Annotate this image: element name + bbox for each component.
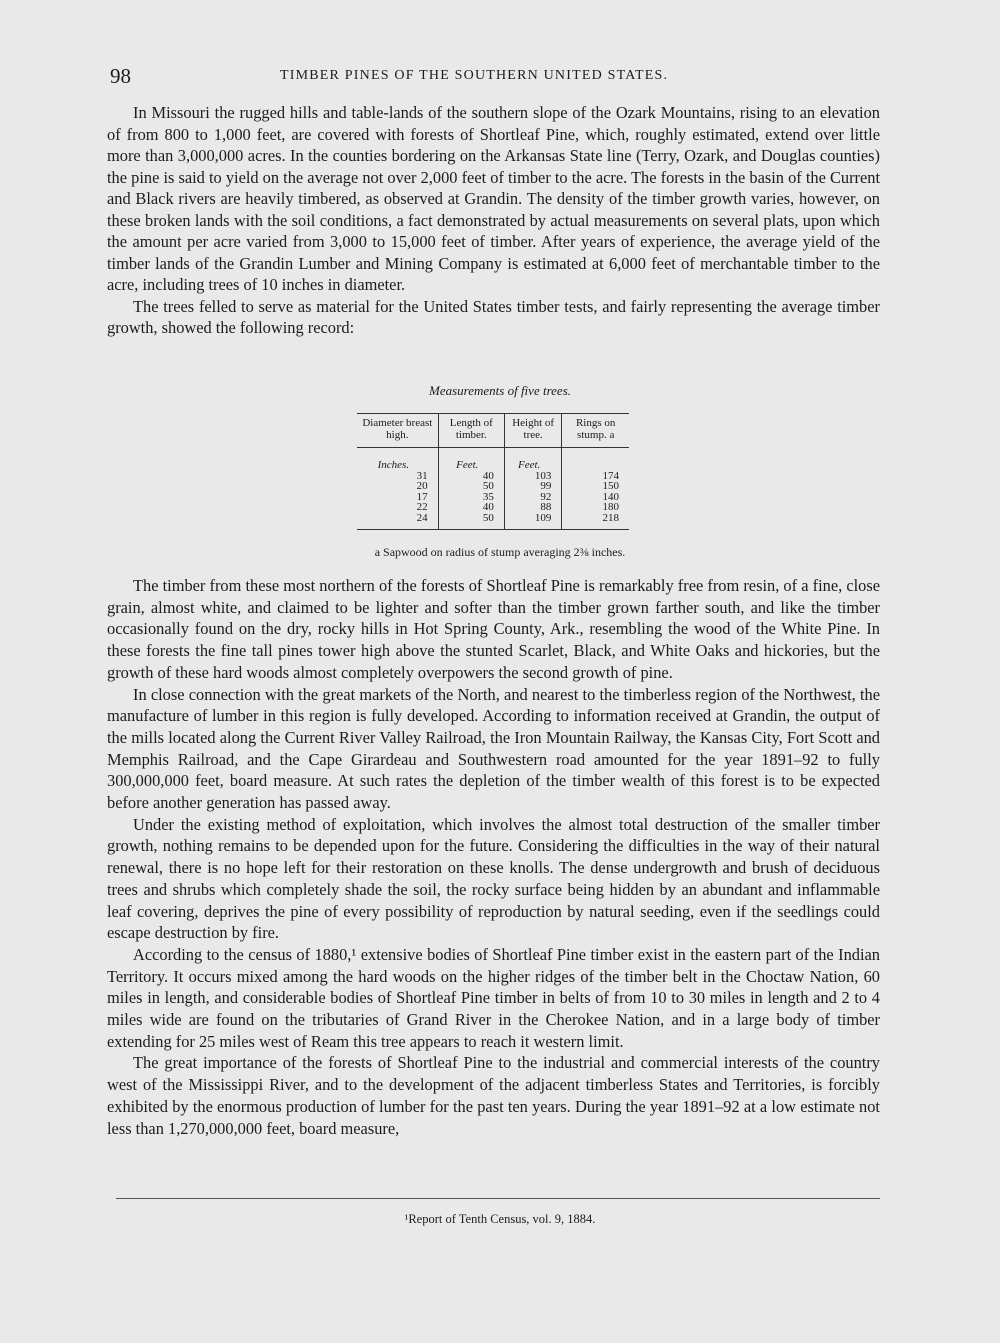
table-unit <box>562 448 629 471</box>
table-bottom-rule <box>357 530 629 531</box>
table-cell: 17 <box>416 490 428 503</box>
table-cell: 150 <box>562 481 629 492</box>
page-number: 98 <box>110 64 131 88</box>
text-block-top <box>107 102 880 339</box>
table-cell: 20 <box>416 480 428 492</box>
footnote: ¹Report of Tenth Census, vol. 9, 1884. <box>404 1212 596 1226</box>
paragraph: According to the census of 1880,¹ extensive bodies of Shortleaf Pine timber exist in the eastern part of the Indian Territory. It occurs mixed among the hard woods on the higher ridges of the timber belt in the Choctaw Nation, 60 miles in length, and considerable bodies of Shortleaf Pine timber in belts of from 10 to 30 miles in length and 2 to 4 miles wide are found on the tributaries of Grand River in the Cherokee Nation, and in a large body of timber extending for 25 miles west of Ream this tree appears to reach it western limit. <box>107 944 880 1051</box>
measurements-table <box>357 413 629 530</box>
table-cell: 109 <box>504 513 561 530</box>
table-cell: 174 <box>562 471 629 482</box>
table-cell: 40 <box>438 502 504 513</box>
table-unit: Feet. <box>438 448 504 471</box>
running-head <box>110 64 880 88</box>
table-cell: 35 <box>438 492 504 503</box>
table-cell: 31 <box>416 469 428 482</box>
table-cell: 50 <box>438 513 504 530</box>
paragraph: In Missouri the rugged hills and table-lands of the southern slope of the Ozark Mountains, rising to an elevation of from 800 to 1,000 feet, are covered with forests of Shortleaf Pine, which, roughly estimated, extend over little more than 3,000,000 acres. In the counties bordering on the Arkansas State line (Terry, Ozark, and Douglas counties) the pine is said to yield on the average not over 2,000 feet of timber to the acre. The forests in the basin of the Current and Black rivers are heavily timbered, as observed at Grandin. The density of the timber growth varies, however, on these broken lands with the soil conditions, a fact demonstrated by actual measurements on several plats, upon which the amount per acre varied from 3,000 to 15,000 feet of timber. After years of experience, the average yield of the timber lands of the Grandin Lumber and Mining Company is estimated at 6,000 feet of merchantable timber to the acre, including trees of 10 inches in diameter. <box>107 103 881 294</box>
table-footnote: a Sapwood on radius of stump averaging 2⅜ inches. <box>374 545 626 559</box>
table-cell: 218 <box>562 513 629 530</box>
table-unit: Inches. <box>377 459 410 471</box>
table-cell: 140 <box>562 492 629 503</box>
table-cell: 103 <box>504 471 561 482</box>
table-cell: 180 <box>562 502 629 513</box>
table-cell: 24 <box>416 511 428 524</box>
table-cell: 92 <box>504 492 561 503</box>
table-header: Diameter breast high. <box>357 414 438 448</box>
text-block-bottom <box>107 575 880 1139</box>
table-cell: 40 <box>438 471 504 482</box>
table-unit: Feet. <box>504 448 561 471</box>
table-row <box>357 481 629 492</box>
table-caption: Measurements of five trees. <box>429 383 571 398</box>
footnote-divider <box>116 1198 880 1199</box>
paragraph: Under the existing method of exploitation, which involves the almost total destruction of the smaller timber growth, nothing remains to be depended upon for the future. Considering the difficulties in the way of their natural renewal, there is no hope left for their restoration on these knolls. The dense undergrowth and brush of deciduous trees and shrubs which completely shade the soil, the rocky surface being hidden by an abundant and inflammable leaf covering, deprives the pine of every possibility of reproduction by natural seeding, even if the seedlings could escape destruction by fire. <box>107 814 880 943</box>
running-title: TIMBER PINES OF THE SOUTHERN UNITED STATES. <box>280 68 669 83</box>
table-cell: 22 <box>416 501 428 513</box>
paragraph: The great importance of the forests of Shortleaf Pine to the industrial and commercial interests of the country west of the Mississippi River, and to the development of the adjacent timberless States and Territories, is forcibly exhibited by the enormous production of lumber for the past ten years. During the year 1891–92 at a low estimate not less than 1,270,000,000 feet, board measure, <box>107 1053 880 1138</box>
table-row <box>357 502 629 513</box>
table-header: Length of timber. <box>438 414 504 448</box>
table-units-row <box>357 448 629 471</box>
table-cell: 88 <box>504 502 561 513</box>
table-cell: 50 <box>438 481 504 492</box>
paragraph: The timber from these most northern of the forests of Shortleaf Pine is remarkably free from resin, of a fine, close grain, almost white, and claimed to be lighter and softer than the timber grown farther south, and like the timber occasionally found on the dry, rocky hills in Hot Spring County, Ark., resembling the wood of the White Pine. In these forests the fine tall pines tower high above the stunted Scarlet, Black, and White Oaks and hickories, but the growth of these hard woods almost completely overpowers the second growth of pine. <box>107 576 880 682</box>
paragraph: The trees felled to serve as material for the United States timber tests, and fairly representing the average timber growth, showed the following record: <box>107 296 880 337</box>
table-cell: 99 <box>504 481 561 492</box>
table-row <box>357 513 629 530</box>
paragraph: In close connection with the great markets of the North, and nearest to the timberless region of the Northwest, the manufacture of lumber in this region is fully developed. According to information received at Grandin, the output of the mills located along the Current River Valley Railroad, the Iron Mountain Railway, the Kansas City, Fort Scott and Memphis Railroad, and the Cape Girardeau and Southwestern road amounted for the year 1891–92 to fully 300,000,000 feet, board measure. At such rates the depletion of the timber wealth of this forest is to be expected before another generation has passed away. <box>107 684 880 813</box>
table-header: Height of tree. <box>504 414 561 448</box>
table-header: Rings on stump. a <box>562 414 629 448</box>
